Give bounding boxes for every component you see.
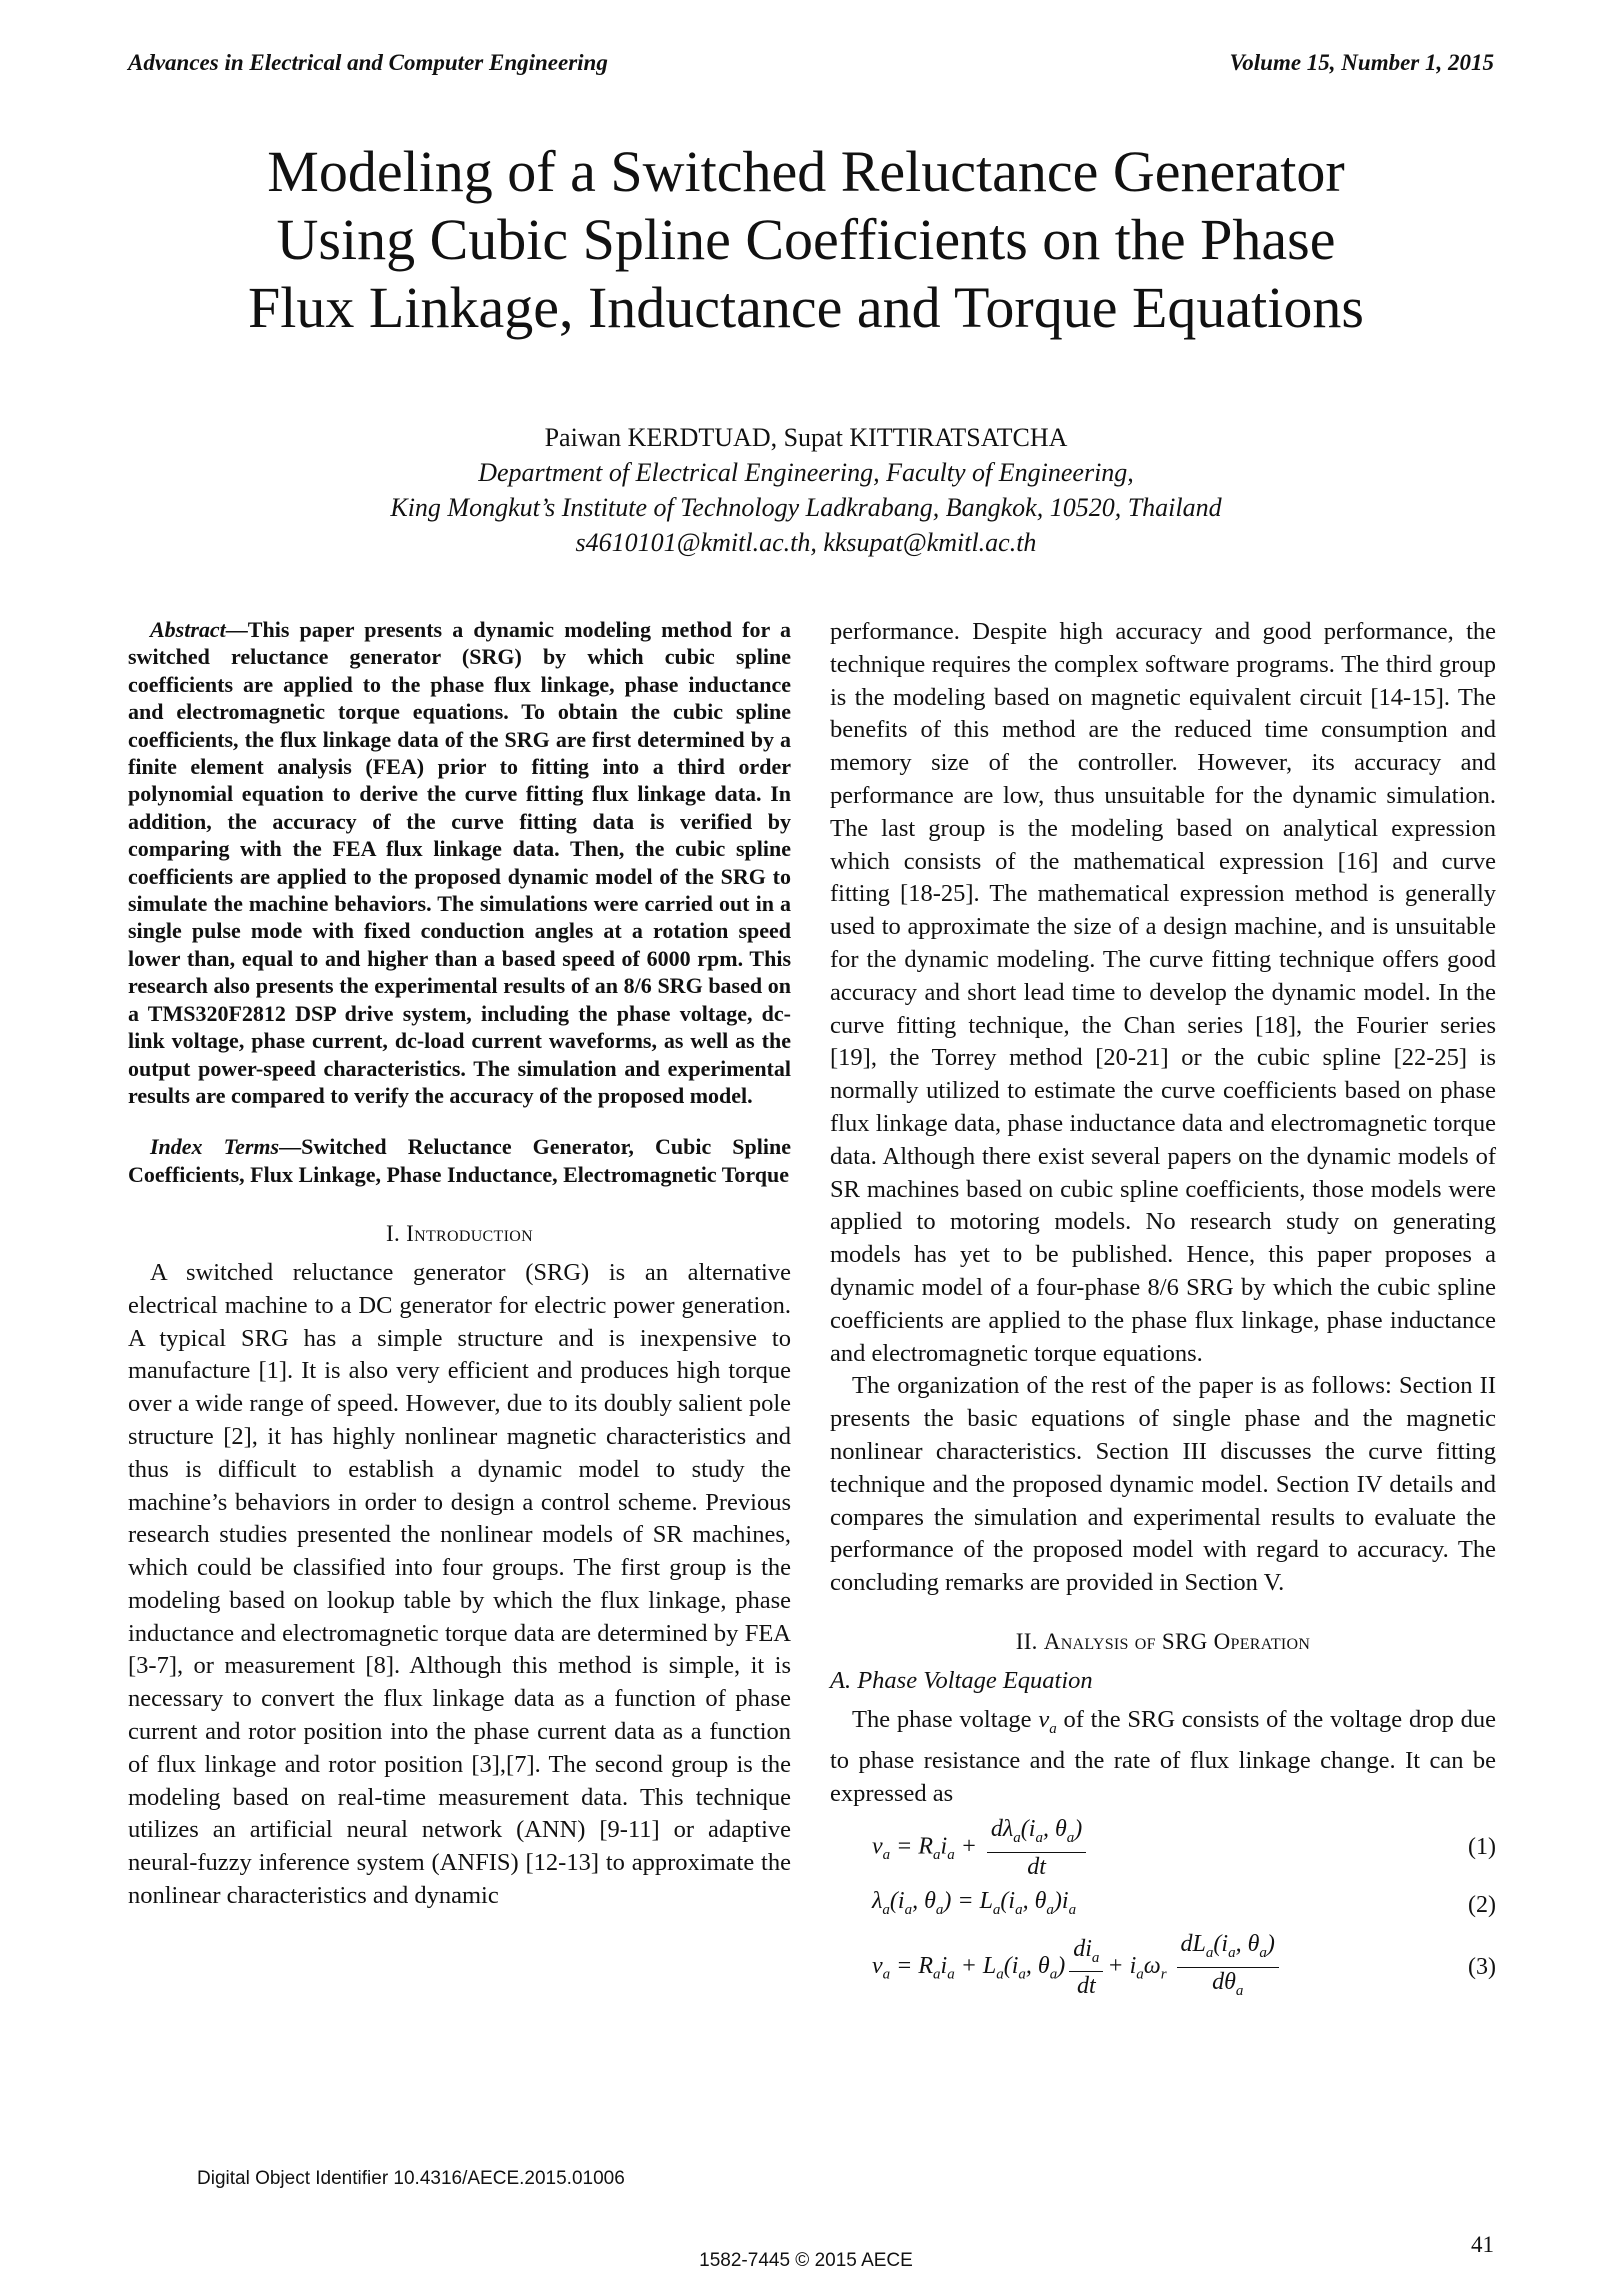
journal-name: Advances in Electrical and Computer Engineering — [128, 50, 608, 75]
abstract — [128, 616, 791, 1109]
equation-2: $\lambda_a(i_a$, $\theta_a) = L_a(i_a$, $\theta_a)i_a$ (2) — [830, 1885, 1496, 1927]
author-emails: s4610101@kmitl.ac.th, kksupat@kmitl.ac.th — [575, 528, 1037, 557]
running-header — [128, 50, 1494, 76]
section-heading-analysis: II. Analysis of SRG Operation — [1015, 1628, 1311, 1654]
page-number: 41 — [1471, 2232, 1494, 2257]
equation-number: (2) — [1468, 1891, 1496, 1918]
paper-title — [100, 138, 1512, 342]
author-department: Department of Electrical Engineering, Faculty of Engineering, — [478, 458, 1134, 487]
title-line: Using Cubic Spline Coefficients on the Phase — [276, 207, 1336, 272]
equation-number: (3) — [1468, 1954, 1496, 1981]
equation-number: (1) — [1468, 1834, 1496, 1861]
right-column — [830, 616, 1496, 2009]
index-terms — [128, 1133, 791, 1188]
left-column — [128, 616, 791, 1913]
abstract-text: —This paper presents a dynamic modeling method for a switched reluctance generator (SRG) by which cubic spline coefficients are applied to the phase flux linkage, phase inductance and electromagnetic torque equations. To obtain the cubic spline coefficients, the flux linkage data of the SRG are first determined by a finite element analysis (FEA) prior to fitting into a third order polynomial equation to derive the curve fitting flux linkage data. In addition, the accuracy of the curve fitting data is verified by comparing with the FEA flux linkage data. Then, the cubic spline coefficients are applied to the proposed dynamic model of the SRG to simulate the machine behaviors. The simulations were carried out in a single pulse mode with fixed conduction angles at a rotation speed lower than, equal to and higher than a based speed of 6000 rpm. This research also presents the experimental results of an 8/6 SRG based on a TMS320F2812 DSP drive system, including the phase voltage, dc-link voltage, phase current, dc-load current waveforms, as well as the output power-speed characteristics. The simulation and experimental results are compared to verify the accuracy of the proposed model. — [128, 617, 791, 1108]
index-terms-label: Index Terms — [150, 1134, 280, 1160]
issn-copyright: 1582-7445 © 2015 AECE — [699, 2250, 913, 2271]
title-line: Flux Linkage, Inductance and Torque Equations — [248, 275, 1364, 340]
doi: Digital Object Identifier 10.4316/AECE.2015.01006 — [197, 2168, 625, 2189]
section-heading-introduction: I. Introduction — [386, 1221, 533, 1247]
right-paragraph-2: The organization of the rest of the paper is as follows: Section II presents the basic equations of single phase and the magnetic nonlinear characteristics. Section III discusses the curve fitting technique and the proposed dynamic model. Section IV details and compares the simulation and experimental results to evaluate the performance of the proposed model with regard to accuracy. The concluding remarks are provided in Section V. — [830, 1372, 1496, 1597]
abstract-label: Abstract — [150, 617, 226, 642]
subsection-heading: A. Phase Voltage Equation — [830, 1666, 1093, 1694]
right-paragraph-1: performance. Despite high accuracy and good performance, the technique requires the complex software programs. The third group is the modeling based on magnetic equivalent circuit [14-15]. The benefits of this method are the reduced time consumption and memory size of the controller. However, its accuracy and performance are low, thus unsuitable for the dynamic simulation. The last group is the modeling based on analytical expression which consists of the mathematical expression [16] and curve fitting [18-25]. The mathematical expression method is generally used to approximate the size of a design machine, and is unsuitable for the dynamic modeling. The curve fitting technique offers good accuracy and short lead time to develop the dynamic model. In the curve fitting technique, the Chan series [18], the Fourier series [19], the Torrey method [20-21] or the cubic spline [22-25] is normally utilized to estimate the curve coefficients based on phase flux linkage data, phase inductance data and electromagnetic torque data. Although there exist several papers on the dynamic models of SR machines based on cubic spline coefficients, those models were applied to motoring models. No research study on generating models has yet to be published. Hence, this paper proposes a dynamic model of a four-phase 8/6 SRG by which the cubic spline coefficients are applied to the phase flux linkage, phase inductance and electromagnetic torque equations. — [830, 618, 1496, 1367]
equation-3: $v_a = R_ai_a + L_a(i_a$, $\theta_a$) $\frac{di_a}{dt}$ + $i_a\omega_r$ $\frac{dL_a(i_a, \theta_a)}{d\theta_a}$ (3) — [872, 1931, 1496, 2000]
introduction-text: A switched reluctance generator (SRG) is an alternative electrical machine to a DC generator for electric power generation. A typical SRG has a simple structure and is inexpensive to manufacture [1]. It is also very efficient and produces high torque over a wide range of speed. However, due to its doubly salient pole structure [2], it has highly nonlinear magnetic characteristics and thus is difficult to establish a dynamic model to study the machine’s behaviors in order to design a control scheme. Previous research studies presented the nonlinear models of SR machines, which could be classified into four groups. The first group is the modeling based on lookup table by which the flux linkage, phase inductance and electromagnetic torque data are determined by FEA [3-7], or measurement [8]. Although this method is simple, it is necessary to convert the flux linkage data as a function of phase current and rotor position into the phase current data as a function of flux linkage and rotor position [3],[7]. The second group is the modeling based on real-time measurement data. This technique utilizes an artificial neural network (ANN) [9-11] or adaptive neural-fuzzy inference system (ANFIS) [12-13] to approximate the nonlinear characteristics and dynamic — [128, 1258, 791, 1910]
author-block — [100, 420, 1512, 560]
title-line: Modeling of a Switched Reluctance Generator — [267, 139, 1345, 204]
author-institute: King Mongkut’s Institute of Technology Ladkrabang, Bangkok, 10520, Thailand — [390, 493, 1222, 522]
equation-1: $v_a = R_ai_a$ + $\frac{d\lambda_a(i_a, \theta_a)}{dt}$ (1) — [872, 1815, 1496, 1880]
phase-voltage-text: The phase voltage $v_a$ of the SRG consists of the voltage drop due to phase resistance and the rate of flux linkage change. It can be expressed as — [830, 1705, 1497, 1807]
index-terms-text: —Switched Reluctance Generator, Cubic Spline Coefficients, Flux Linkage, Phase Inductance, Electromagnetic Torque — [128, 1134, 792, 1187]
author-names: Paiwan KERDTUAD, Supat KITTIRATSATCHA — [544, 423, 1068, 452]
volume-info: Volume 15, Number 1, 2015 — [1229, 50, 1494, 75]
